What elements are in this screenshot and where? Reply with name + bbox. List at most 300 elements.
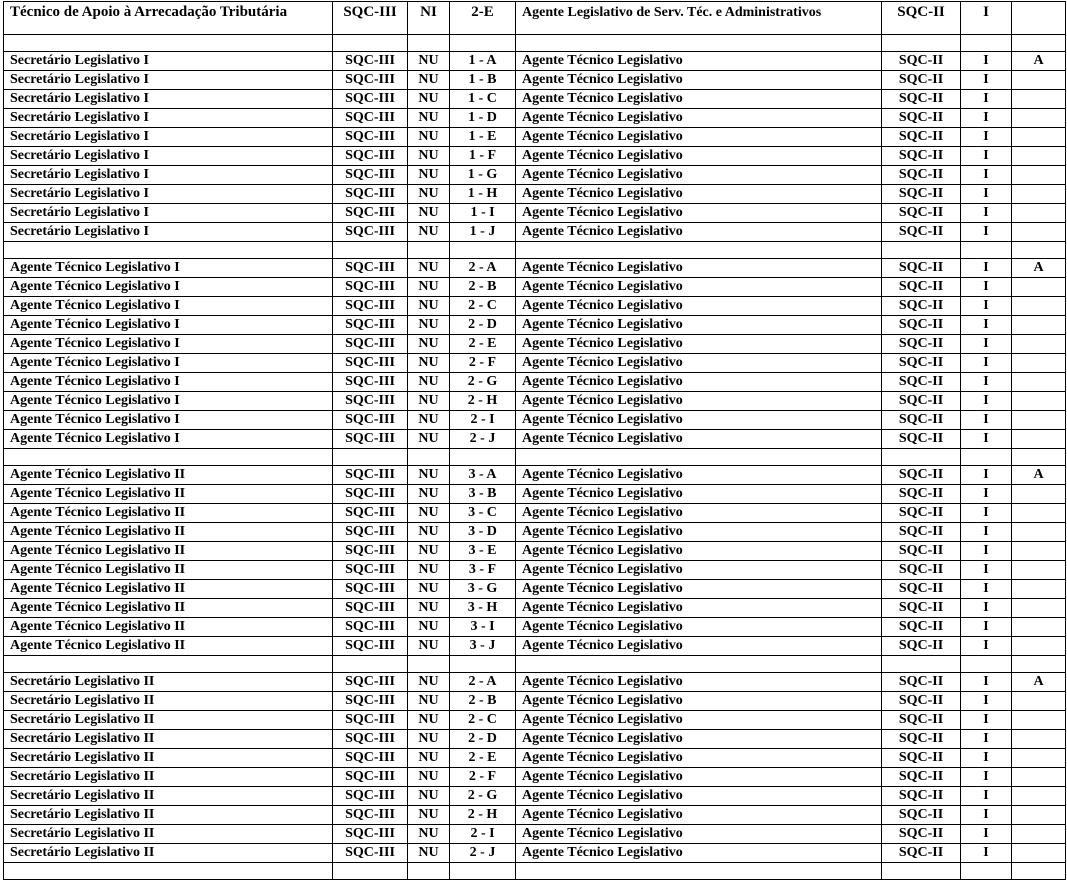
empty-cell [450,656,516,673]
cell-novo-cargo: Agente Técnico Legislativo [516,485,882,504]
cell-ref: 1 - B [450,71,516,90]
cell-nivel: NU [408,278,450,297]
cell-novo-cargo: Agente Técnico Legislativo [516,52,882,71]
cell-nivel: NU [408,637,450,656]
cell-novo-quadro: SQC-II [882,580,961,599]
cell-ref: 2 - I [450,825,516,844]
cell-ref: 2 - D [450,730,516,749]
cell-extra: A [1012,52,1066,71]
cell-novo-nivel: I [961,373,1012,392]
cell-quadro: SQC-III [333,335,408,354]
cell-ref: 2 - F [450,354,516,373]
cell-extra [1012,825,1066,844]
table-row [4,485,1066,504]
cell-nivel: NU [408,504,450,523]
cell-quadro: SQC-III [333,673,408,692]
cell-novo-quadro: SQC-II [882,147,961,166]
table-row [4,673,1066,692]
cell-novo-nivel: I [961,259,1012,278]
cell-nivel: NU [408,373,450,392]
cell-novo-quadro: SQC-II [882,259,961,278]
cell-quadro: SQC-III [333,52,408,71]
cell-quadro: SQC-III [333,466,408,485]
cell-nivel: NU [408,430,450,449]
header-cargo: Técnico de Apoio à Arrecadação Tributária [4,2,333,35]
cell-cargo: Secretário Legislativo I [4,71,333,90]
cell-quadro: SQC-III [333,523,408,542]
cell-cargo: Secretário Legislativo II [4,692,333,711]
cell-nivel: NU [408,806,450,825]
cell-nivel: NU [408,335,450,354]
table-row [4,542,1066,561]
cell-ref: 2 - B [450,692,516,711]
cell-novo-cargo: Agente Técnico Legislativo [516,749,882,768]
table-row [4,711,1066,730]
cell-novo-quadro: SQC-II [882,466,961,485]
cell-cargo: Agente Técnico Legislativo I [4,411,333,430]
cell-ref: 2 - G [450,787,516,806]
cell-novo-nivel: I [961,749,1012,768]
table-row [4,147,1066,166]
cell-novo-quadro: SQC-II [882,71,961,90]
cell-novo-cargo: Agente Técnico Legislativo [516,259,882,278]
header-quadro: SQC-III [333,2,408,35]
cell-quadro: SQC-III [333,71,408,90]
cell-extra [1012,204,1066,223]
cell-cargo: Agente Técnico Legislativo I [4,278,333,297]
cell-novo-quadro: SQC-II [882,90,961,109]
empty-cell [333,242,408,259]
cell-ref: 2 - B [450,278,516,297]
cell-cargo: Secretário Legislativo I [4,147,333,166]
cell-extra: A [1012,466,1066,485]
cell-nivel: NU [408,692,450,711]
cell-ref: 2 - A [450,673,516,692]
cell-novo-quadro: SQC-II [882,354,961,373]
cell-novo-quadro: SQC-II [882,730,961,749]
cell-novo-cargo: Agente Técnico Legislativo [516,373,882,392]
cell-novo-nivel: I [961,466,1012,485]
cell-extra: A [1012,673,1066,692]
table-row [4,844,1066,863]
cell-extra [1012,297,1066,316]
cell-novo-cargo: Agente Técnico Legislativo [516,71,882,90]
cell-quadro: SQC-III [333,787,408,806]
empty-cell [882,656,961,673]
table-row [4,580,1066,599]
cell-ref: 2 - E [450,749,516,768]
empty-cell [408,656,450,673]
cell-ref: 1 - H [450,185,516,204]
cell-novo-cargo: Agente Técnico Legislativo [516,316,882,335]
cell-cargo: Secretário Legislativo I [4,109,333,128]
cell-novo-nivel: I [961,109,1012,128]
cell-novo-nivel: I [961,787,1012,806]
cell-quadro: SQC-III [333,504,408,523]
cell-novo-nivel: I [961,335,1012,354]
cell-novo-cargo: Agente Técnico Legislativo [516,109,882,128]
cell-novo-quadro: SQC-II [882,637,961,656]
table-row [4,504,1066,523]
cell-ref: 3 - I [450,618,516,637]
cell-nivel: NU [408,166,450,185]
cell-cargo: Secretário Legislativo I [4,166,333,185]
cell-novo-cargo: Agente Técnico Legislativo [516,166,882,185]
cell-novo-nivel: I [961,599,1012,618]
cell-extra [1012,806,1066,825]
empty-cell [516,863,882,880]
cell-nivel: NU [408,542,450,561]
cell-nivel: NU [408,844,450,863]
cell-novo-cargo: Agente Técnico Legislativo [516,278,882,297]
cell-novo-cargo: Agente Técnico Legislativo [516,411,882,430]
cell-novo-quadro: SQC-II [882,523,961,542]
cell-novo-quadro: SQC-II [882,335,961,354]
cell-novo-quadro: SQC-II [882,109,961,128]
cell-cargo: Agente Técnico Legislativo II [4,523,333,542]
header-extra [1012,2,1066,35]
cell-quadro: SQC-III [333,392,408,411]
cell-novo-nivel: I [961,278,1012,297]
table-row [4,109,1066,128]
cell-ref: 1 - J [450,223,516,242]
cell-quadro: SQC-III [333,806,408,825]
cell-novo-cargo: Agente Técnico Legislativo [516,147,882,166]
cell-ref: 2 - J [450,844,516,863]
cell-novo-quadro: SQC-II [882,749,961,768]
empty-cell [961,242,1012,259]
empty-cell [450,863,516,880]
cell-quadro: SQC-III [333,204,408,223]
cell-novo-cargo: Agente Técnico Legislativo [516,204,882,223]
table-row [4,185,1066,204]
cell-nivel: NU [408,185,450,204]
cell-novo-quadro: SQC-II [882,787,961,806]
table-row [4,825,1066,844]
cell-novo-quadro: SQC-II [882,711,961,730]
cell-extra [1012,580,1066,599]
empty-cell [1012,449,1066,466]
cell-nivel: NU [408,147,450,166]
cell-quadro: SQC-III [333,692,408,711]
cell-ref: 2 - F [450,768,516,787]
cell-ref: 3 - E [450,542,516,561]
cell-novo-nivel: I [961,673,1012,692]
header-ref: 2-E [450,2,516,35]
empty-cell [1012,35,1066,52]
table-row [4,128,1066,147]
empty-cell [4,35,333,52]
cell-cargo: Agente Técnico Legislativo I [4,316,333,335]
cell-novo-quadro: SQC-II [882,542,961,561]
table-row [4,599,1066,618]
cell-extra [1012,787,1066,806]
cell-novo-nivel: I [961,561,1012,580]
cell-novo-quadro: SQC-II [882,52,961,71]
cell-ref: 3 - A [450,466,516,485]
cell-ref: 2 - C [450,297,516,316]
cell-quadro: SQC-III [333,411,408,430]
table-row [4,52,1066,71]
cell-cargo: Agente Técnico Legislativo I [4,354,333,373]
cell-novo-nivel: I [961,354,1012,373]
cell-cargo: Secretário Legislativo II [4,844,333,863]
cell-ref: 3 - H [450,599,516,618]
empty-cell [450,242,516,259]
cell-extra: A [1012,259,1066,278]
cell-cargo: Agente Técnico Legislativo II [4,466,333,485]
cell-extra [1012,844,1066,863]
cell-nivel: NU [408,711,450,730]
cell-novo-quadro: SQC-II [882,599,961,618]
cell-novo-quadro: SQC-II [882,278,961,297]
cell-cargo: Secretário Legislativo II [4,787,333,806]
cell-cargo: Secretário Legislativo II [4,673,333,692]
cell-nivel: NU [408,768,450,787]
cell-extra [1012,637,1066,656]
header-row [4,2,1066,35]
cell-cargo: Agente Técnico Legislativo II [4,542,333,561]
cell-extra [1012,485,1066,504]
empty-cell [450,35,516,52]
table-row [4,730,1066,749]
cell-quadro: SQC-III [333,223,408,242]
empty-cell [882,242,961,259]
empty-cell [450,449,516,466]
cell-extra [1012,411,1066,430]
empty-cell [408,449,450,466]
table-row [4,692,1066,711]
cell-extra [1012,711,1066,730]
cell-extra [1012,749,1066,768]
cell-novo-cargo: Agente Técnico Legislativo [516,580,882,599]
cell-novo-cargo: Agente Técnico Legislativo [516,90,882,109]
cell-novo-nivel: I [961,825,1012,844]
cell-ref: 1 - D [450,109,516,128]
cell-novo-nivel: I [961,411,1012,430]
cell-novo-quadro: SQC-II [882,692,961,711]
cell-ref: 1 - A [450,52,516,71]
cell-novo-cargo: Agente Técnico Legislativo [516,692,882,711]
empty-cell [4,242,333,259]
cell-cargo: Secretário Legislativo II [4,730,333,749]
table-row [4,787,1066,806]
cell-novo-quadro: SQC-II [882,316,961,335]
table-row [4,466,1066,485]
cell-novo-nivel: I [961,580,1012,599]
empty-cell [882,863,961,880]
cell-cargo: Agente Técnico Legislativo II [4,561,333,580]
cell-novo-nivel: I [961,692,1012,711]
cell-extra [1012,542,1066,561]
cell-novo-quadro: SQC-II [882,223,961,242]
cell-quadro: SQC-III [333,90,408,109]
cell-novo-cargo: Agente Técnico Legislativo [516,504,882,523]
cell-cargo: Agente Técnico Legislativo I [4,335,333,354]
cell-ref: 3 - B [450,485,516,504]
empty-cell [333,449,408,466]
cell-ref: 3 - D [450,523,516,542]
cell-extra [1012,109,1066,128]
cell-quadro: SQC-III [333,542,408,561]
cell-novo-nivel: I [961,711,1012,730]
cell-cargo: Agente Técnico Legislativo I [4,392,333,411]
cell-nivel: NU [408,673,450,692]
cell-cargo: Secretário Legislativo I [4,223,333,242]
empty-cell [4,656,333,673]
cell-novo-cargo: Agente Técnico Legislativo [516,618,882,637]
table-row [4,392,1066,411]
table-row [4,354,1066,373]
cell-novo-quadro: SQC-II [882,561,961,580]
cell-quadro: SQC-III [333,316,408,335]
table-row [4,768,1066,787]
cell-ref: 2 - E [450,335,516,354]
cell-extra [1012,223,1066,242]
cell-novo-cargo: Agente Técnico Legislativo [516,466,882,485]
cell-nivel: NU [408,580,450,599]
empty-cell [333,35,408,52]
cell-nivel: NU [408,749,450,768]
cell-ref: 2 - H [450,806,516,825]
cell-nivel: NU [408,618,450,637]
cell-ref: 3 - F [450,561,516,580]
cell-extra [1012,185,1066,204]
cell-novo-nivel: I [961,618,1012,637]
spacer-row [4,35,1066,52]
empty-cell [882,35,961,52]
cell-novo-cargo: Agente Técnico Legislativo [516,128,882,147]
header-novo-nivel: I [961,2,1012,35]
cell-extra [1012,768,1066,787]
cell-cargo: Agente Técnico Legislativo II [4,599,333,618]
spacer-row [4,242,1066,259]
cell-novo-nivel: I [961,223,1012,242]
cell-ref: 2 - I [450,411,516,430]
cell-extra [1012,392,1066,411]
cell-ref: 3 - C [450,504,516,523]
cell-novo-quadro: SQC-II [882,128,961,147]
cell-quadro: SQC-III [333,166,408,185]
cell-nivel: NU [408,223,450,242]
empty-cell [1012,863,1066,880]
table-body [4,2,1066,880]
cell-novo-cargo: Agente Técnico Legislativo [516,787,882,806]
cell-ref: 1 - E [450,128,516,147]
cell-cargo: Agente Técnico Legislativo II [4,580,333,599]
cell-ref: 2 - G [450,373,516,392]
empty-cell [516,656,882,673]
cell-nivel: NU [408,90,450,109]
cell-cargo: Agente Técnico Legislativo II [4,504,333,523]
cell-quadro: SQC-III [333,297,408,316]
cell-extra [1012,730,1066,749]
cell-cargo: Secretário Legislativo II [4,768,333,787]
cell-nivel: NU [408,259,450,278]
cell-novo-cargo: Agente Técnico Legislativo [516,297,882,316]
cell-extra [1012,147,1066,166]
cell-nivel: NU [408,825,450,844]
empty-cell [961,656,1012,673]
empty-cell [882,449,961,466]
classification-table [3,1,1066,880]
cell-novo-quadro: SQC-II [882,618,961,637]
table-row [4,223,1066,242]
cell-quadro: SQC-III [333,711,408,730]
cell-novo-cargo: Agente Técnico Legislativo [516,730,882,749]
cell-novo-cargo: Agente Técnico Legislativo [516,223,882,242]
cell-cargo: Secretário Legislativo I [4,90,333,109]
cell-novo-quadro: SQC-II [882,825,961,844]
cell-novo-nivel: I [961,637,1012,656]
cell-extra [1012,335,1066,354]
cell-novo-nivel: I [961,768,1012,787]
cell-novo-nivel: I [961,806,1012,825]
cell-nivel: NU [408,561,450,580]
cell-quadro: SQC-III [333,749,408,768]
table-row [4,90,1066,109]
cell-quadro: SQC-III [333,109,408,128]
cell-novo-quadro: SQC-II [882,768,961,787]
header-novo-quadro: SQC-II [882,2,961,35]
table-row [4,316,1066,335]
cell-novo-cargo: Agente Técnico Legislativo [516,806,882,825]
cell-quadro: SQC-III [333,128,408,147]
table-row [4,618,1066,637]
table-row [4,204,1066,223]
cell-quadro: SQC-III [333,618,408,637]
cell-cargo: Agente Técnico Legislativo I [4,430,333,449]
cell-ref: 3 - G [450,580,516,599]
cell-cargo: Agente Técnico Legislativo II [4,485,333,504]
cell-novo-cargo: Agente Técnico Legislativo [516,825,882,844]
cell-ref: 1 - I [450,204,516,223]
cell-novo-nivel: I [961,166,1012,185]
cell-quadro: SQC-III [333,278,408,297]
cell-novo-cargo: Agente Técnico Legislativo [516,430,882,449]
table-row [4,561,1066,580]
empty-cell [4,863,333,880]
cell-nivel: NU [408,316,450,335]
table-row [4,523,1066,542]
spacer-row [4,656,1066,673]
table-row [4,806,1066,825]
cell-cargo: Secretário Legislativo I [4,52,333,71]
cell-extra [1012,90,1066,109]
cell-extra [1012,316,1066,335]
empty-cell [1012,656,1066,673]
cell-nivel: NU [408,466,450,485]
cell-quadro: SQC-III [333,768,408,787]
cell-novo-nivel: I [961,316,1012,335]
cell-quadro: SQC-III [333,185,408,204]
cell-quadro: SQC-III [333,599,408,618]
cell-novo-nivel: I [961,71,1012,90]
table-row [4,335,1066,354]
cell-novo-cargo: Agente Técnico Legislativo [516,392,882,411]
empty-cell [961,863,1012,880]
cell-nivel: NU [408,485,450,504]
cell-cargo: Secretário Legislativo II [4,711,333,730]
cell-extra [1012,504,1066,523]
cell-quadro: SQC-III [333,373,408,392]
cell-novo-nivel: I [961,542,1012,561]
cell-novo-quadro: SQC-II [882,430,961,449]
cell-novo-quadro: SQC-II [882,844,961,863]
cell-novo-quadro: SQC-II [882,673,961,692]
cell-cargo: Agente Técnico Legislativo I [4,297,333,316]
cell-cargo: Secretário Legislativo I [4,185,333,204]
